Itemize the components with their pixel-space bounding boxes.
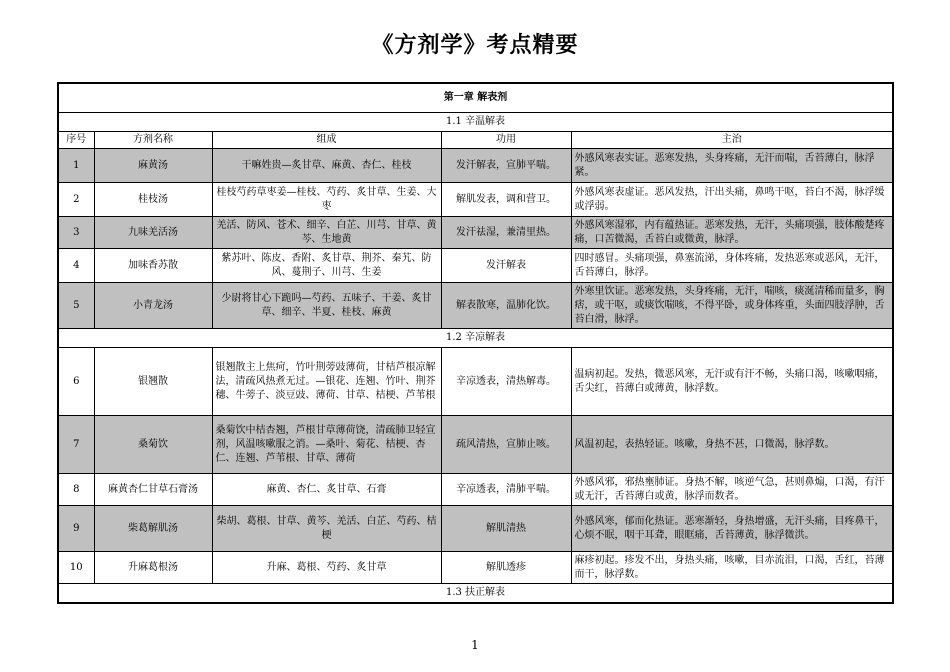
- row-composition: 麻黄、杏仁、炙甘草、石膏: [212, 474, 441, 506]
- page-number: 1: [471, 638, 479, 652]
- table-row: [58, 183, 893, 217]
- row-name: 银翘散: [94, 348, 212, 416]
- row-name: 升麻葛根汤: [94, 552, 212, 584]
- row-indication: 外寒里饮证。恶寒发热，头身疼痛，无汗，喘咳，痰涎清稀而量多，胸痞，或干呕，或痰饮喘咳，不得平卧，或身体疼重，头面四肢浮肿，舌苔白滑，脉浮。: [571, 283, 893, 329]
- row-no: 9: [58, 506, 94, 552]
- row-composition: 干嘛姓贵—炙甘草、麻黄、杏仁、桂枝: [212, 149, 441, 183]
- table-row: [58, 416, 893, 474]
- section-title: 1.3 扶正解表: [58, 584, 893, 604]
- header-no: 序号: [58, 132, 94, 149]
- table-row: [58, 149, 893, 183]
- row-no: 6: [58, 348, 94, 416]
- header-composition: 组成: [212, 132, 441, 149]
- row-composition: 银翘散主上焦疴，竹叶荆蒡豉薄荷，甘桔芦根凉解法，清疏风热煮无过。—银花、连翘、竹叶、荆芥穗、牛蒡子、淡豆豉、薄荷、甘草、桔梗、芦苇根: [212, 348, 441, 416]
- header-name: 方剂名称: [94, 132, 212, 149]
- row-name: 小青龙汤: [94, 283, 212, 329]
- document-title: 《方剂学》考点精要: [371, 33, 579, 58]
- row-name: 加味香苏散: [94, 249, 212, 283]
- row-name: 麻黄杏仁甘草石膏汤: [94, 474, 212, 506]
- header-function: 功用: [441, 132, 571, 149]
- header-indication: 主治: [571, 132, 893, 149]
- table-row: [58, 217, 893, 249]
- row-composition: 紫苏叶、陈皮、香附、炙甘草、荆芥、秦艽、防风、蔓荆子、川芎、生姜: [212, 249, 441, 283]
- row-function: 辛凉透表，清肺平喘。: [441, 474, 571, 506]
- row-name: 柴葛解肌汤: [94, 506, 212, 552]
- row-composition: 羌活、防风、苍术、细辛、白芷、川芎、甘草、黄芩、生地黄: [212, 217, 441, 249]
- section-row: [58, 329, 893, 348]
- row-no: 4: [58, 249, 94, 283]
- table-row: [58, 283, 893, 329]
- row-composition: 柴胡、葛根、甘草、黄芩、羌活、白芷、芍药、桔梗: [212, 506, 441, 552]
- row-no: 5: [58, 283, 94, 329]
- row-composition: 升麻、葛根、芍药、炙甘草: [212, 552, 441, 584]
- row-no: 10: [58, 552, 94, 584]
- formula-table: [57, 82, 894, 604]
- chapter-title: 第一章 解表剂: [58, 83, 893, 113]
- row-no: 8: [58, 474, 94, 506]
- row-indication: 四时感冒。头痛项强，鼻塞流涕，身体疼痛，发热恶寒或恶风，无汗，舌苔薄白，脉浮。: [571, 249, 893, 283]
- chapter-row: [58, 83, 893, 113]
- row-no: 3: [58, 217, 94, 249]
- row-name: 桂枝汤: [94, 183, 212, 217]
- row-function: 解肌透疹: [441, 552, 571, 584]
- header-row: [58, 132, 893, 149]
- section-row: [58, 584, 893, 604]
- row-indication: 外感风寒表虚证。恶风发热，汗出头痛，鼻鸣干呕，苔白不渴，脉浮缓或浮弱。: [571, 183, 893, 217]
- row-function: 发汗解表: [441, 249, 571, 283]
- row-function: 解肌清热: [441, 506, 571, 552]
- row-function: 发汗解表，宣肺平喘。: [441, 149, 571, 183]
- row-no: 2: [58, 183, 94, 217]
- row-indication: 麻疹初起。疹发不出，身热头痛，咳嗽，目赤流泪，口渴，舌红，苔薄而干，脉浮数。: [571, 552, 893, 584]
- section-row: [58, 113, 893, 132]
- row-composition: 少尉将甘心下跪吗—芍药、五味子、干姜、炙甘草、细辛、半夏、桂枝、麻黄: [212, 283, 441, 329]
- row-no: 1: [58, 149, 94, 183]
- row-function: 解肌发表，调和营卫。: [441, 183, 571, 217]
- row-function: 辛凉透表，清热解毒。: [441, 348, 571, 416]
- table-row: [58, 249, 893, 283]
- row-indication: 外感风寒表实证。恶寒发热，头身疼痛，无汗而喘，舌苔薄白，脉浮紧。: [571, 149, 893, 183]
- table-row: [58, 474, 893, 506]
- table-row: [58, 552, 893, 584]
- table-row: [58, 506, 893, 552]
- row-indication: 外感风邪，邪热壅肺证。身热不解，咳逆气急，甚则鼻煽，口渴，有汗或无汗，舌苔薄白或黄，脉浮而数者。: [571, 474, 893, 506]
- row-indication: 风温初起，表热轻证。咳嗽，身热不甚，口微渴，脉浮数。: [571, 416, 893, 474]
- row-name: 麻黄汤: [94, 149, 212, 183]
- row-indication: 温病初起。发热，微恶风寒，无汗或有汗不畅，头痛口渴，咳嗽咽痛，舌尖红，苔薄白或薄黄，脉浮数。: [571, 348, 893, 416]
- table-row: [58, 348, 893, 416]
- row-function: 疏风清热，宣肺止咳。: [441, 416, 571, 474]
- row-indication: 外感风寒，郁而化热证。恶寒渐轻，身热增盛，无汗头痛，目疼鼻干，心烦不眠，咽干耳聋，眼眶痛，舌苔薄黄，脉浮微洪。: [571, 506, 893, 552]
- row-name: 九味羌活汤: [94, 217, 212, 249]
- section-title: 1.2 辛凉解表: [58, 329, 893, 348]
- row-indication: 外感风寒湿邪，内有蕴热证。恶寒发热，无汗，头痛项强，肢体酸楚疼痛，口苦微渴，舌苔白或微黄，脉浮。: [571, 217, 893, 249]
- row-function: 发汗祛湿，兼清里热。: [441, 217, 571, 249]
- row-composition: 桑菊饮中桔杏翘，芦根甘草薄荷饶，清疏肺卫轻宣剂，风温咳嗽服之消。—桑叶、菊花、桔梗、杏仁、连翘、芦苇根、甘草、薄荷: [212, 416, 441, 474]
- row-name: 桑菊饮: [94, 416, 212, 474]
- row-no: 7: [58, 416, 94, 474]
- row-function: 解表散寒，温肺化饮。: [441, 283, 571, 329]
- row-composition: 桂枝芍药草枣姜—桂枝、芍药、炙甘草、生姜、大枣: [212, 183, 441, 217]
- section-title: 1.1 辛温解表: [58, 113, 893, 132]
